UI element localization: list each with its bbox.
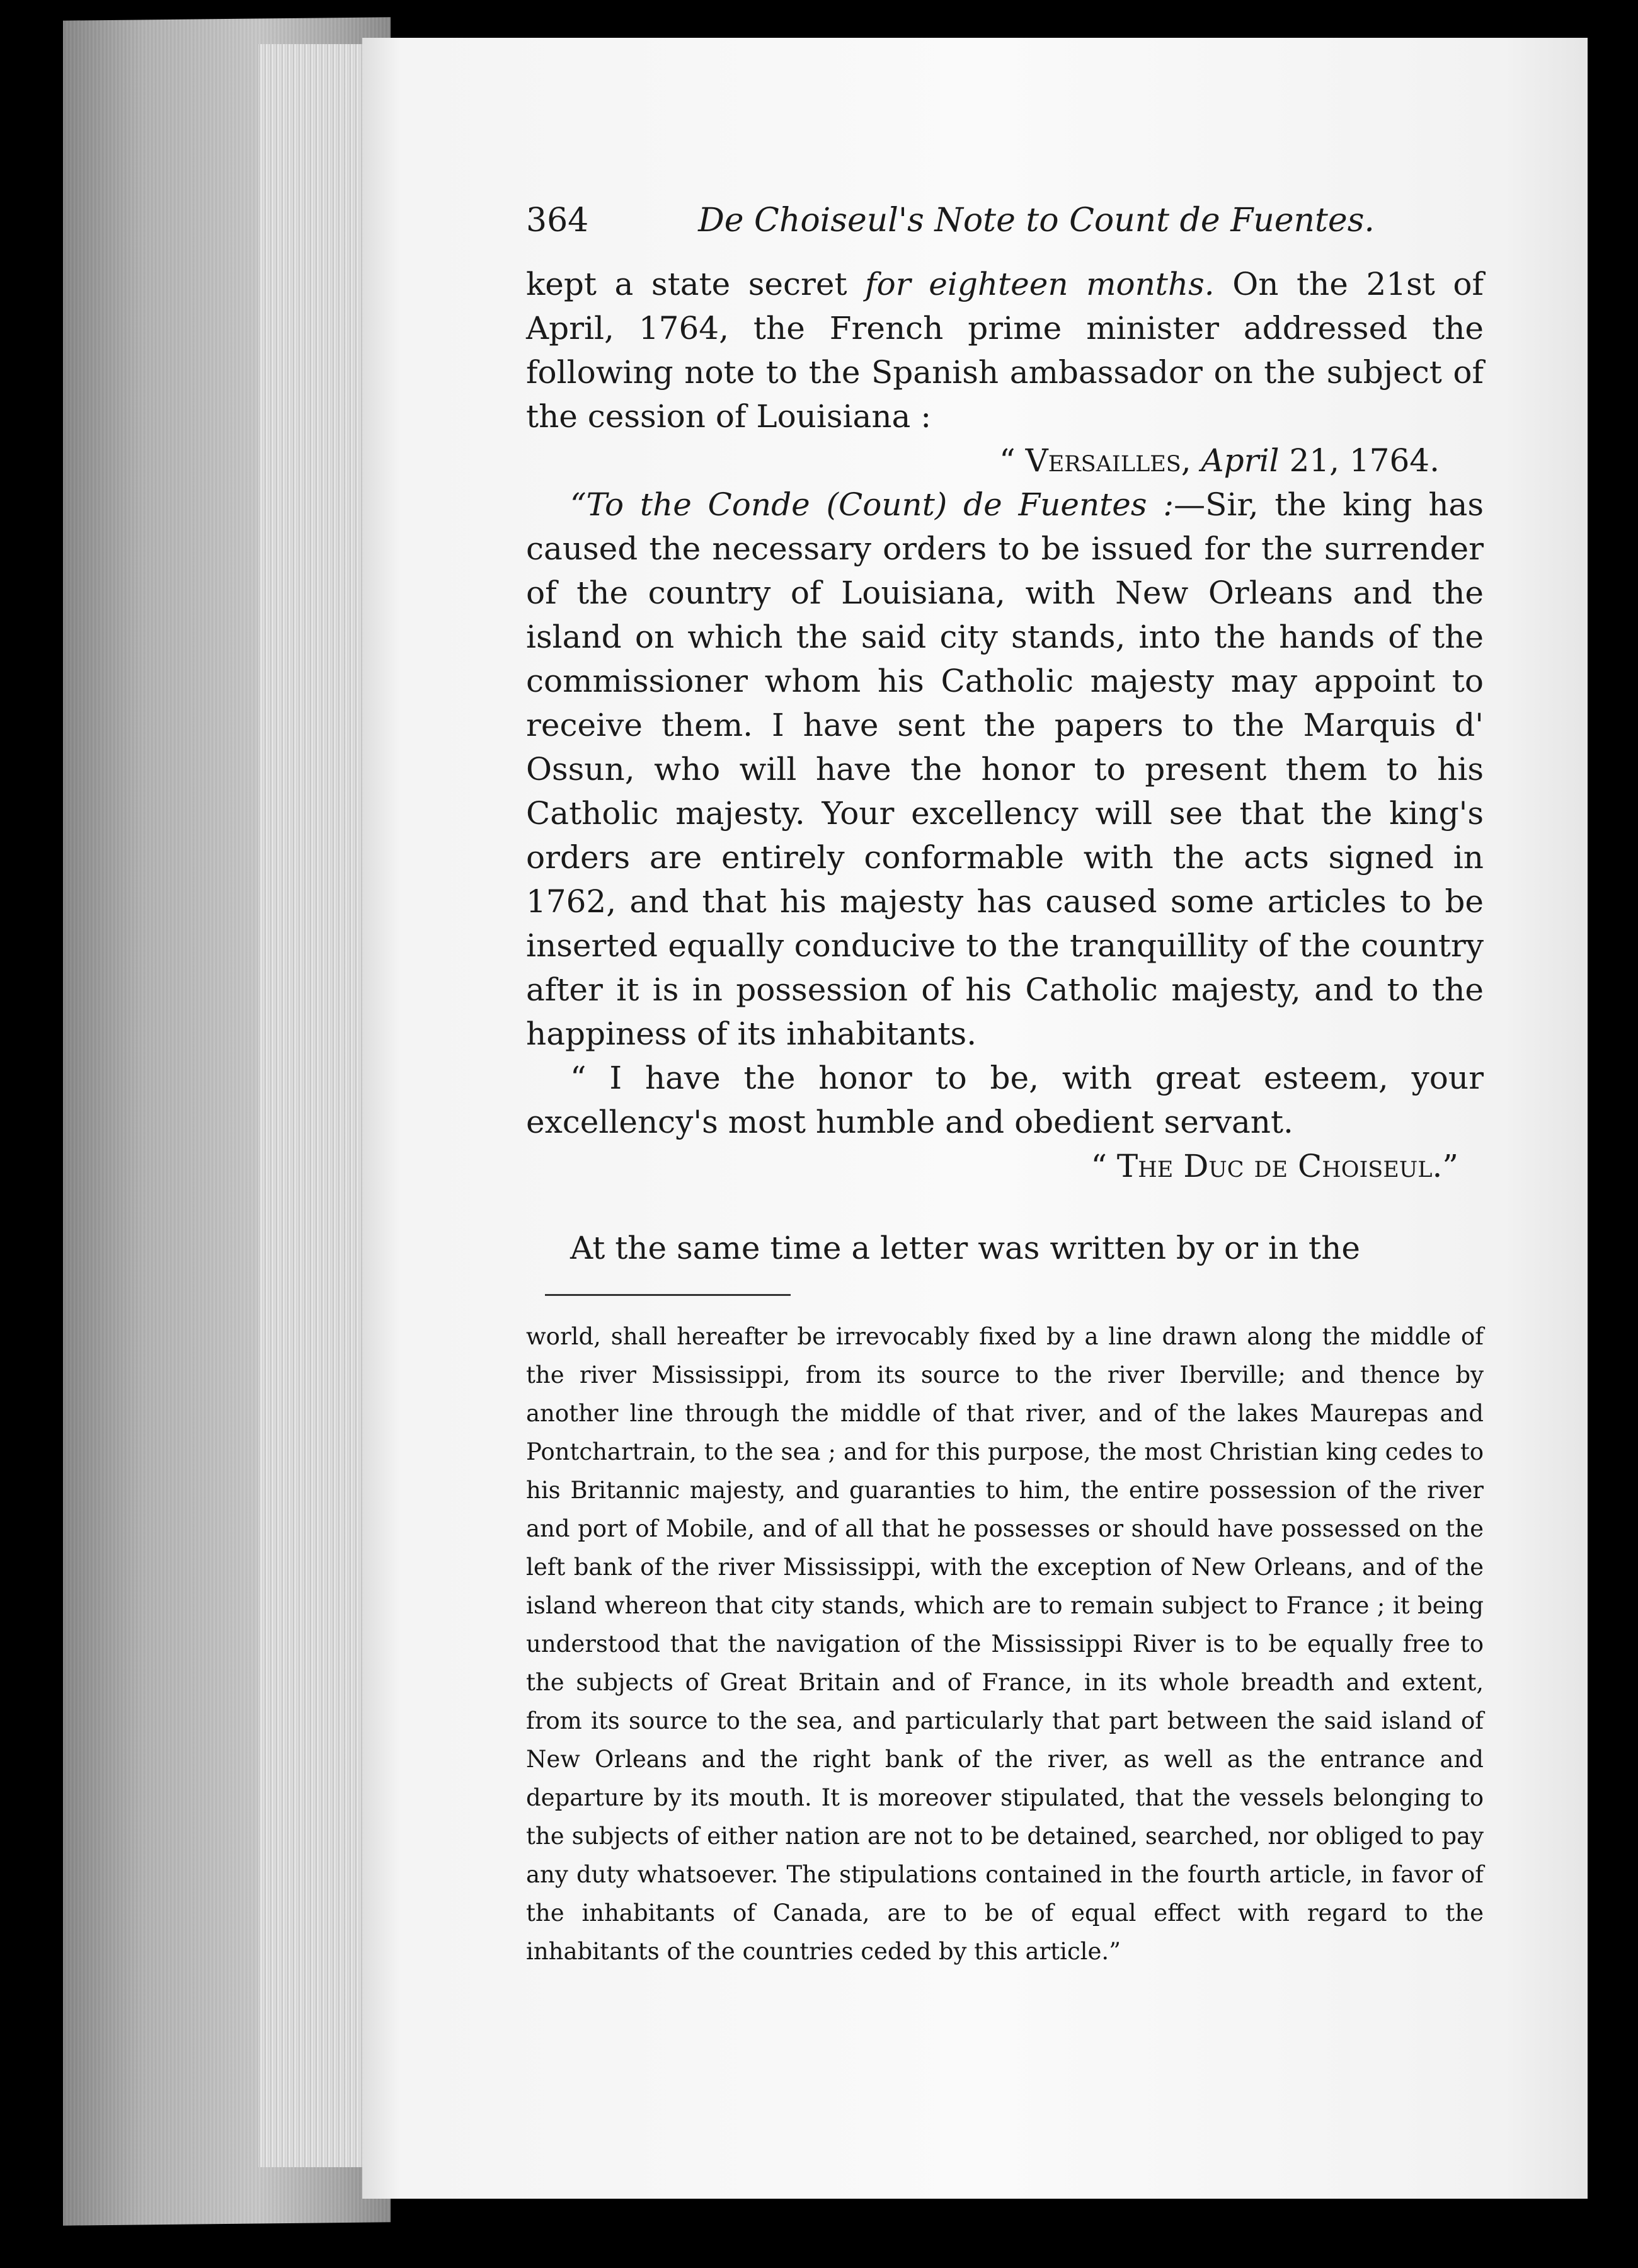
letter-closing (526, 1056, 1484, 1144)
footnote-divider (545, 1294, 791, 1296)
intro-italic-phrase: for eighteen months. (865, 266, 1215, 302)
intro-text-end: On the 21st of April, 1764, the French prime minister addressed the following note to the Spanish ambassador on the subject of the cession of Louisiana : (526, 266, 1484, 435)
signature-text: “ The Duc de Choiseul.” (1091, 1148, 1458, 1184)
running-title: De Choiseul's Note to Count de Fuentes. (698, 202, 1375, 239)
page-content (526, 202, 1484, 1971)
letter-signature (526, 1144, 1484, 1188)
dateline-month: April (1201, 442, 1280, 479)
binding-shadow (1588, 0, 1638, 2268)
running-head (526, 202, 1484, 239)
continuation-paragraph (526, 1226, 1484, 1270)
footnote-text: world, shall hereafter be irrevocably fixed by a line drawn along the middle of the river Mississippi, from its source to the river Iberville; and thence by another line through the middle of that river, and of the lakes Maurepas and Pontchartrain, to the sea ; and for this purpose, the most Christian king cedes to his Britannic majesty, and guaranties to him, the entire possession of the river and port of Mobile, and of all that he possesses or should have possessed on the left bank of the river Mississippi, with the exception of New Orleans, and of the island whereon that city stands, which are to remain subject to France ; it being understood that the navigation of the Mississippi River is to be equally free to the subjects of Great Britain and of France, in its whole breadth and extent, from its source to the sea, and particularly that part between the said island of New Orleans and the right bank of the river, as well as the entrance and departure by its mouth. It is moreover stipulated, that the vessels belonging to the subjects of either nation are not to be detained, searched, nor obliged to pay any duty whatsoever. The stipulations contained in the fourth article, in favor of the inhabitants of Canada, are to be of equal effect with regard to the inhabitants of the countries ceded by this article.” (526, 1323, 1484, 1965)
intro-paragraph (526, 262, 1484, 438)
dateline-date: 21, 1764. (1279, 442, 1440, 479)
continuation-text: At the same time a letter was written by or in the (570, 1230, 1360, 1266)
page-number: 364 (526, 202, 589, 239)
dateline-quote: “ (999, 442, 1026, 479)
dateline-place: Versailles, (1025, 442, 1191, 479)
intro-text-start: kept a state secret (526, 266, 866, 302)
letter-dateline (526, 438, 1484, 483)
letter-salutation: “To the Conde (Count) de Fuentes : (570, 486, 1174, 523)
letter-text: —Sir, the king has caused the necessary orders to be issued for the surrender of the country of Louisiana, with New Orleans and the island on which the said city stands, into the hands of the commissioner whom his Catholic majesty may appoint to receive them. I have sent the papers to the Marquis d' Ossun, who will have the honor to present them to his Catholic majesty. Your excellency will see that the king's orders are entirely conformable with the acts signed in 1762, and that his majesty has caused some articles to be inserted equally conducive to the tranquillity of the country after it is in possession of his Catholic majesty, and to the happiness of its inhabitants. (526, 486, 1484, 1052)
letter-closing-text: “ I have the honor to be, with great esteem, your excellency's most humble and obedient servant. (526, 1060, 1484, 1140)
letter-body (526, 483, 1484, 1056)
